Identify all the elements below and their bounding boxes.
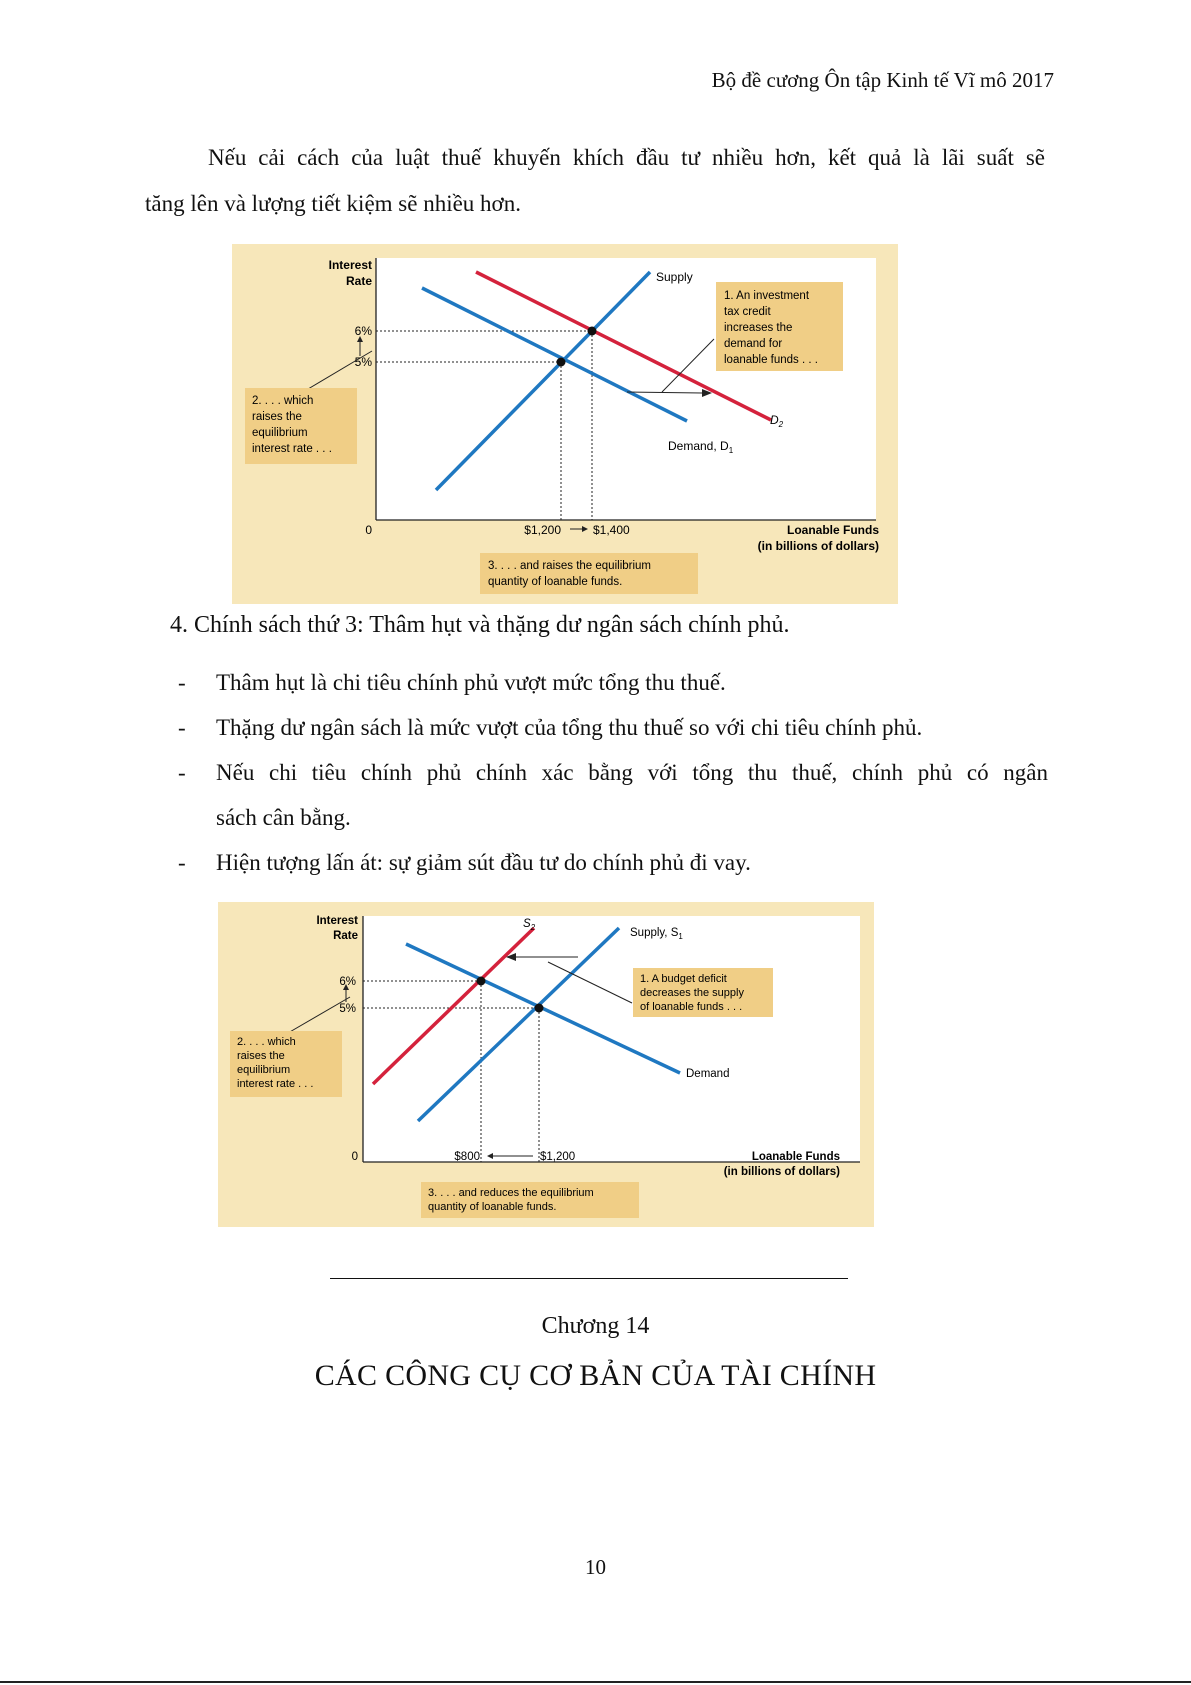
svg-text:raises the: raises the [237,1050,285,1062]
svg-text:interest rate . . .: interest rate . . . [237,1078,314,1090]
intro-line-1: Nếu cải cách của luật thuế khuyến khích đầu tư nhiều hơn, kết quả là lãi suất sẽ [208,145,1045,170]
chart-1-demand-d1-label: Demand, $D_1$ [668,439,734,455]
svg-text:increases the: increases the [724,322,793,334]
svg-text:loanable funds . . .: loanable funds . . . [724,354,818,366]
svg-text:1. An investment: 1. An investment [724,290,810,302]
chart-1-annotation-3 [480,553,698,594]
svg-text:2. . . . which: 2. . . . which [252,395,314,407]
chart-2-svg [218,902,874,1227]
chart-2-xlabel-2: (in billions of dollars) [723,1166,840,1178]
chart-2-ytick-6: 6% [339,976,356,988]
chart-2-xlabel-1: Loanable Funds [751,1151,840,1163]
page-header: Bộ đề cương Ôn tập Kinh tế Vĩ mô 2017 [711,68,1054,92]
chart-1-ytick-6: 6% [354,324,372,338]
chart-2-equilibrium-point-1 [477,977,486,986]
chart-2-demand-label: Demand [686,1068,730,1080]
chart-2-origin: 0 [351,1151,358,1163]
chart-2-ylabel: Interest [316,915,358,927]
svg-text:decreases the supply: decreases the supply [640,987,744,999]
svg-text:demand for: demand for [724,338,783,350]
intro-paragraph [145,135,1045,227]
chart-2-ylabel-2: Rate [333,930,358,942]
chart-2-annotation-3 [421,1182,639,1218]
svg-text:tax credit: tax credit [724,306,771,318]
chart-2-s2-label: $S_2$ [523,918,536,932]
svg-text:quantity of loanable funds.: quantity of loanable funds. [488,576,623,588]
page-number: 10 [585,1555,606,1579]
chart-1-annotation-1 [716,282,843,371]
chart-1-ylabel-2: Rate [345,274,372,288]
chart-1-annotation-2 [245,388,357,464]
intro-line-2: tăng lên và lượng tiết kiệm sẽ nhiều hơn. [145,191,521,216]
svg-text:interest rate . . .: interest rate . . . [252,443,332,455]
section-heading: 4. Chính sách thứ 3: Thâm hụt và thặng dư ngân sách chính phủ. [170,612,790,638]
svg-text:2. . . . which: 2. . . . which [237,1036,296,1048]
figure-investment-tax-credit [232,244,898,604]
chart-1-d2-label: $D_2$ [770,413,784,429]
svg-text:3. . . . and raises the equili: 3. . . . and raises the equilibrium [488,560,651,572]
chart-1-ylabel: Interest [328,258,372,272]
svg-text:equilibrium: equilibrium [252,427,308,439]
footer-line [0,1681,1191,1683]
chart-1-origin: 0 [365,523,372,537]
chart-1-equilibrium-point-2 [588,327,597,336]
chart-2-xtick-1200: $1,200 [540,1151,576,1163]
svg-text:1. A budget deficit: 1. A budget deficit [640,973,727,985]
chart-2-xtick-800: $800 [454,1151,480,1163]
chapter-number: Chương 14 [541,1313,650,1339]
chart-1-xtick-1400: $1,400 [593,523,630,537]
svg-text:equilibrium: equilibrium [237,1064,291,1076]
chart-1-supply-label: Supply [656,270,693,284]
svg-text:3. . . . and reduces the equil: 3. . . . and reduces the equilibrium [428,1187,594,1199]
section-divider [330,1278,848,1279]
chart-2-equilibrium-point-2 [535,1004,544,1013]
chart-1-right-arrowhead [582,526,588,532]
chart-1-ytick-5: 5% [354,355,372,369]
chart-1-xlabel-2: (in billions of dollars) [757,539,879,553]
svg-text:quantity of loanable funds.: quantity of loanable funds. [428,1201,557,1213]
chart-1-equilibrium-point-1 [557,358,566,367]
svg-text:raises the: raises the [252,411,302,423]
chart-2-annotation-1 [633,968,773,1017]
figure-budget-deficit [218,902,874,1227]
svg-text:of loanable funds . . .: of loanable funds . . . [640,1001,743,1013]
chapter-title: CÁC CÔNG CỤ CƠ BẢN CỦA TÀI CHÍNH [314,1359,877,1392]
chart-1-xtick-1200: $1,200 [524,523,561,537]
chart-1-xlabel-1: Loanable Funds [786,523,879,537]
chart-2-ytick-5: 5% [339,1003,356,1015]
chart-2-supply-s1-label: Supply, $S_1$ [630,927,683,941]
chart-1-svg [232,244,898,604]
chart-2-annotation-2 [230,1031,342,1097]
